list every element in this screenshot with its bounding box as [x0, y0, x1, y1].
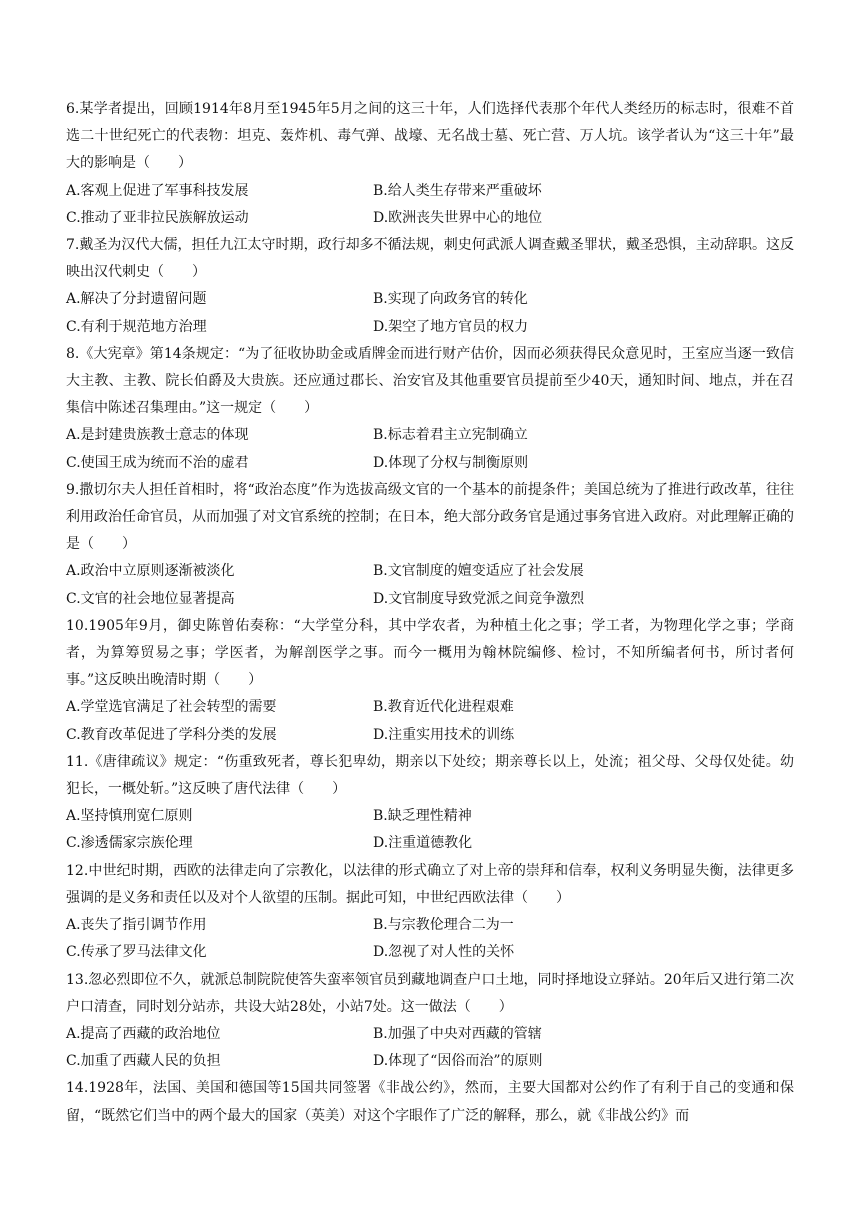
question-stem: 12.中世纪时期，西欧的法律走向了宗教化，以法律的形式确立了对上帝的崇拜和信奉，权利义务明显失衡，法律更多强调的是义务和责任以及对个人欲望的压制。据此可知，中世纪西欧法律（ ） — [66, 862, 794, 906]
question-12 — [66, 858, 794, 967]
option-d: D.体现了“因俗而治”的原则 — [373, 1053, 543, 1070]
option-d: D.注重道德教化 — [373, 835, 473, 852]
option-b: B.加强了中央对西藏的管辖 — [373, 1025, 542, 1042]
option-grid — [66, 558, 794, 612]
question-6 — [66, 96, 794, 232]
option-c: C.教育改革促进了学科分类的发展 — [66, 726, 277, 743]
question-stem: 6.某学者提出，回顾1914年8月至1945年5月之间的这三十年，人们选择代表那个年代人类经历的标志时，很难不首选二十世纪死亡的代表物：坦克、轰炸机、毒气弹、战壕、无名战士墓、死亡营、万人坑。该学者认为“这三十年”最大的影响是（ ） — [66, 101, 794, 172]
question-13 — [66, 967, 794, 1076]
option-c: C.传承了罗马法律文化 — [66, 944, 207, 961]
option-b: B.实现了向政务官的转化 — [373, 291, 528, 308]
option-b: B.给人类生存带来严重破坏 — [373, 182, 542, 199]
option-d: D.架空了地方官员的权力 — [373, 318, 529, 335]
option-d: D.欧洲丧失世界中心的地位 — [373, 209, 543, 226]
question-stem: 9.撒切尔夫人担任首相时，将“政治态度”作为选拔高级文官的一个基本的前提条件；美国总统为了推进行政改革，往往利用政治任命官员，从而加强了对文官系统的控制；在日本，绝大部分政务官是通过事务官进入政府。对此理解正确的是（ ） — [66, 481, 794, 553]
question-stem: 11.《唐律疏议》规定：“伤重致死者，尊长犯卑幼，期亲以下处绞；期亲尊长以上，处流；祖父母、父母仅处徒。幼犯长，一概处斩。”这反映了唐代法律（ ） — [66, 753, 794, 798]
option-a: A.提高了西藏的政治地位 — [66, 1025, 221, 1042]
option-a: A.学堂选官满足了社会转型的需要 — [66, 699, 277, 716]
option-grid — [66, 803, 794, 857]
option-b: B.教育近代化进程艰难 — [373, 699, 514, 716]
option-c: C.渗透儒家宗族伦理 — [66, 835, 193, 852]
option-grid — [66, 694, 794, 748]
question-stem: 10.1905年9月，御史陈曾佑奏称：“大学堂分科，其中学农者，为种植土化之事；学工者，为物理化学之事；学商者，为算筹贸易之事；学医者，为解剖医学之事。而今一概用为翰林院编修、检讨，不知所编者何书，所讨者何事。”这反映出晚清时期（ ） — [66, 617, 794, 689]
option-grid — [66, 912, 794, 966]
option-c: C.加重了西藏人民的负担 — [66, 1053, 221, 1070]
option-c: C.文官的社会地位显著提高 — [66, 590, 235, 607]
option-c: C.推动了亚非拉民族解放运动 — [66, 209, 249, 226]
option-a: A.丧失了指引调节作用 — [66, 917, 207, 934]
option-b: B.文官制度的嬗变适应了社会发展 — [373, 563, 584, 580]
option-b: B.缺乏理性精神 — [373, 808, 472, 825]
option-a: A.是封建贵族教士意志的体现 — [66, 427, 249, 444]
option-a: A.解决了分封遗留问题 — [66, 291, 207, 308]
option-c: C.有利于规范地方治理 — [66, 318, 207, 335]
option-b: B.标志着君主立宪制确立 — [373, 427, 528, 444]
option-d: D.忽视了对人性的关怀 — [373, 944, 515, 961]
question-14 — [66, 1075, 794, 1129]
question-9 — [66, 477, 794, 613]
option-grid — [66, 422, 794, 476]
option-grid — [66, 178, 794, 232]
option-grid — [66, 286, 794, 340]
question-11 — [66, 749, 794, 858]
option-d: D.文官制度导致党派之间竞争激烈 — [373, 590, 585, 607]
option-b: B.与宗教伦理合二为一 — [373, 917, 514, 934]
option-d: D.注重实用技术的训练 — [373, 726, 515, 743]
option-a: A.政治中立原则逐渐被淡化 — [66, 563, 235, 580]
question-7 — [66, 232, 794, 341]
option-d: D.体现了分权与制衡原则 — [373, 454, 529, 471]
option-grid — [66, 1021, 794, 1075]
question-10 — [66, 613, 794, 749]
question-stem: 7.戴圣为汉代大儒，担任九江太守时期，政行却多不循法规，刺史何武派人调查戴圣罪状，戴圣恐惧，主动辞职。这反映出汉代刺史（ ） — [66, 237, 794, 281]
option-a: A.坚持慎刑宽仁原则 — [66, 808, 193, 825]
option-c: C.使国王成为统而不治的虚君 — [66, 454, 249, 471]
question-8 — [66, 341, 794, 477]
option-a: A.客观上促进了军事科技发展 — [66, 182, 249, 199]
question-stem: 8.《大宪章》第14条规定：“为了征收协助金或盾牌金而进行财产估价，因而必须获得民众意见时，王室应当逐一致信大主教、主教、院长伯爵及大贵族。还应通过郡长、治安官及其他重要官员提前至少40天，通知时间、地点，并在召集信中陈述召集理由。”这一规定（ ） — [66, 345, 794, 417]
question-stem: 14.1928年，法国、美国和德国等15国共同签署《非战公约》，然而，主要大国都对公约作了有利于自己的变通和保留，“既然它们当中的两个最大的国家（英美）对这个字眼作了广泛的解释，那么，就《非战公约》而 — [66, 1080, 794, 1124]
question-stem: 13.忽必烈即位不久，就派总制院院使答失蛮率领官员到藏地调查户口土地，同时择地设立驿站。20年后又进行第二次户口清查，同时划分站赤，共设大站28处，小站7处。这一做法（ ） — [66, 971, 794, 1015]
